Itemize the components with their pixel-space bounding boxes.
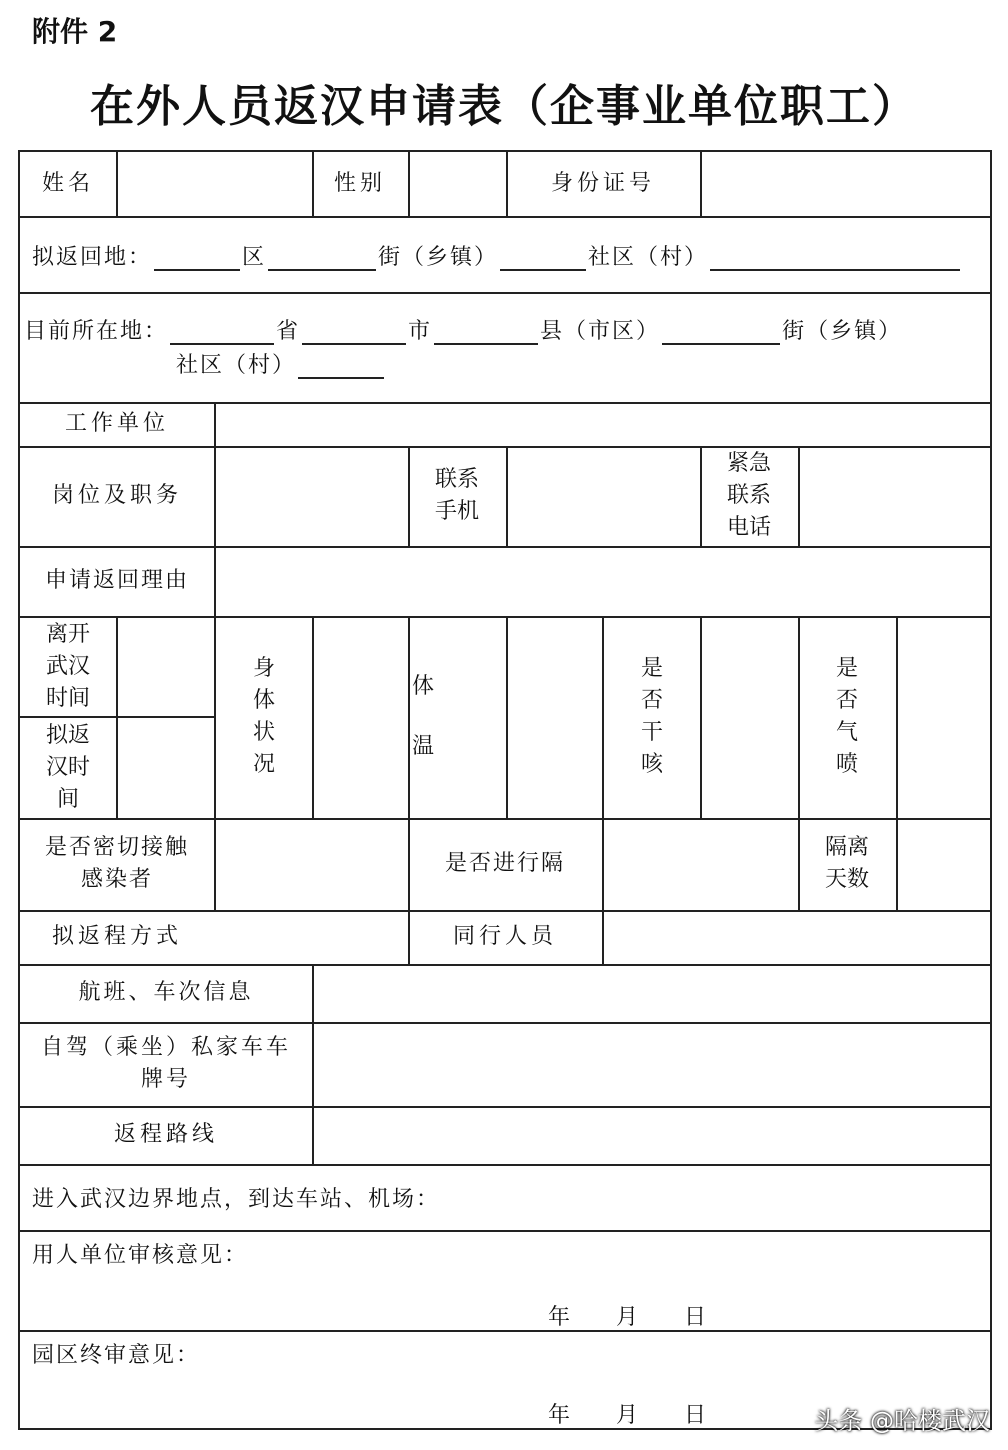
annex-label: 附件 2 [32, 15, 118, 48]
dry-cough-field[interactable] [700, 616, 798, 818]
isolation-days-field[interactable] [896, 818, 992, 910]
temperature-label: 体温 [412, 674, 505, 759]
return-community-blank[interactable] [500, 247, 586, 271]
current-community-blank[interactable] [298, 355, 384, 379]
employer-review-label: 用人单位审核意见： [32, 1243, 249, 1268]
current-city-blank[interactable] [302, 321, 406, 345]
current-county-blank[interactable] [434, 321, 538, 345]
employer-review-date: 年 月 日 [548, 1305, 709, 1330]
emergency-phone-label: 紧急联系电话 [726, 451, 771, 540]
employer-review-field[interactable] [32, 1268, 980, 1298]
mobile-label: 联系手机 [434, 467, 479, 524]
health-field[interactable] [312, 616, 408, 818]
flight-info-field[interactable] [312, 964, 992, 1022]
breathing-label: 是否气喷 [835, 656, 858, 777]
reason-label: 申请返回理由 [44, 568, 189, 593]
position-field[interactable] [214, 446, 408, 546]
park-review-field[interactable] [32, 1368, 980, 1396]
watermark: 头条 @哈楼武汉 [814, 1407, 990, 1435]
health-label: 身体状况 [252, 656, 275, 777]
park-review-label: 园区终审意见： [32, 1343, 201, 1368]
current-province-blank[interactable] [170, 321, 274, 345]
isolation-field[interactable] [602, 818, 798, 910]
travel-mode-label: 拟返程方式 [51, 924, 182, 949]
return-time-field[interactable] [116, 716, 214, 818]
travel-mode-field[interactable] [214, 910, 408, 964]
current-street-blank[interactable] [662, 321, 780, 345]
return-district-blank[interactable] [154, 247, 240, 271]
breathing-field[interactable] [896, 616, 992, 818]
park-review-date: 年 月 日 [548, 1403, 709, 1428]
current-community-line: 社区（村） [176, 348, 386, 379]
id-number-label: 身份证号 [550, 171, 655, 196]
position-label: 岗位及职务 [51, 483, 182, 508]
dry-cough-label: 是否干咳 [640, 656, 663, 777]
id-number-field[interactable] [700, 152, 992, 216]
current-location-line: 目前所在地： 省 市 县（市区） 街（乡镇） [24, 319, 903, 344]
name-label: 姓名 [41, 171, 94, 196]
return-street-blank[interactable] [268, 247, 376, 271]
reason-field[interactable] [214, 546, 992, 616]
name-field[interactable] [116, 152, 312, 216]
work-unit-field[interactable] [214, 402, 992, 446]
plate-label: 自驾（乘坐）私家车车牌号 [40, 1035, 291, 1092]
gender-label: 性别 [333, 171, 386, 196]
emergency-phone-field[interactable] [798, 446, 992, 546]
close-contact-label: 是否密切接触感染者 [44, 835, 189, 892]
companions-field[interactable] [602, 910, 992, 964]
form-title: 在外人员返汉申请表（企事业单位职工） [90, 81, 918, 132]
close-contact-field[interactable] [214, 818, 408, 910]
gender-field[interactable] [408, 152, 506, 216]
mobile-field[interactable] [506, 446, 700, 546]
route-label: 返程路线 [113, 1122, 218, 1147]
current-location-label: 目前所在地： [24, 319, 169, 344]
entry-point-field[interactable] [460, 1164, 992, 1230]
isolation-label: 是否进行隔 [444, 851, 565, 876]
isolation-days-label: 隔离天数 [824, 835, 869, 892]
companions-label: 同行人员 [452, 924, 557, 949]
entry-point-label: 进入武汉边界地点，到达车站、机场： [32, 1187, 441, 1212]
work-unit-label: 工作单位 [64, 411, 169, 436]
flight-info-label: 航班、车次信息 [78, 980, 254, 1005]
leave-time-field[interactable] [116, 616, 214, 716]
temperature-field[interactable] [506, 616, 602, 818]
return-destination-label: 拟返回地： [32, 245, 153, 270]
leave-time-label: 离开武汉时间 [45, 622, 90, 711]
return-extra-blank[interactable] [710, 247, 960, 271]
plate-field[interactable] [312, 1022, 992, 1106]
route-field[interactable] [312, 1106, 992, 1164]
return-destination-line: 拟返回地： 区 街（乡镇） 社区（村） [32, 240, 962, 271]
return-time-label: 拟返汉时间 [45, 723, 90, 812]
application-form [18, 150, 992, 1430]
